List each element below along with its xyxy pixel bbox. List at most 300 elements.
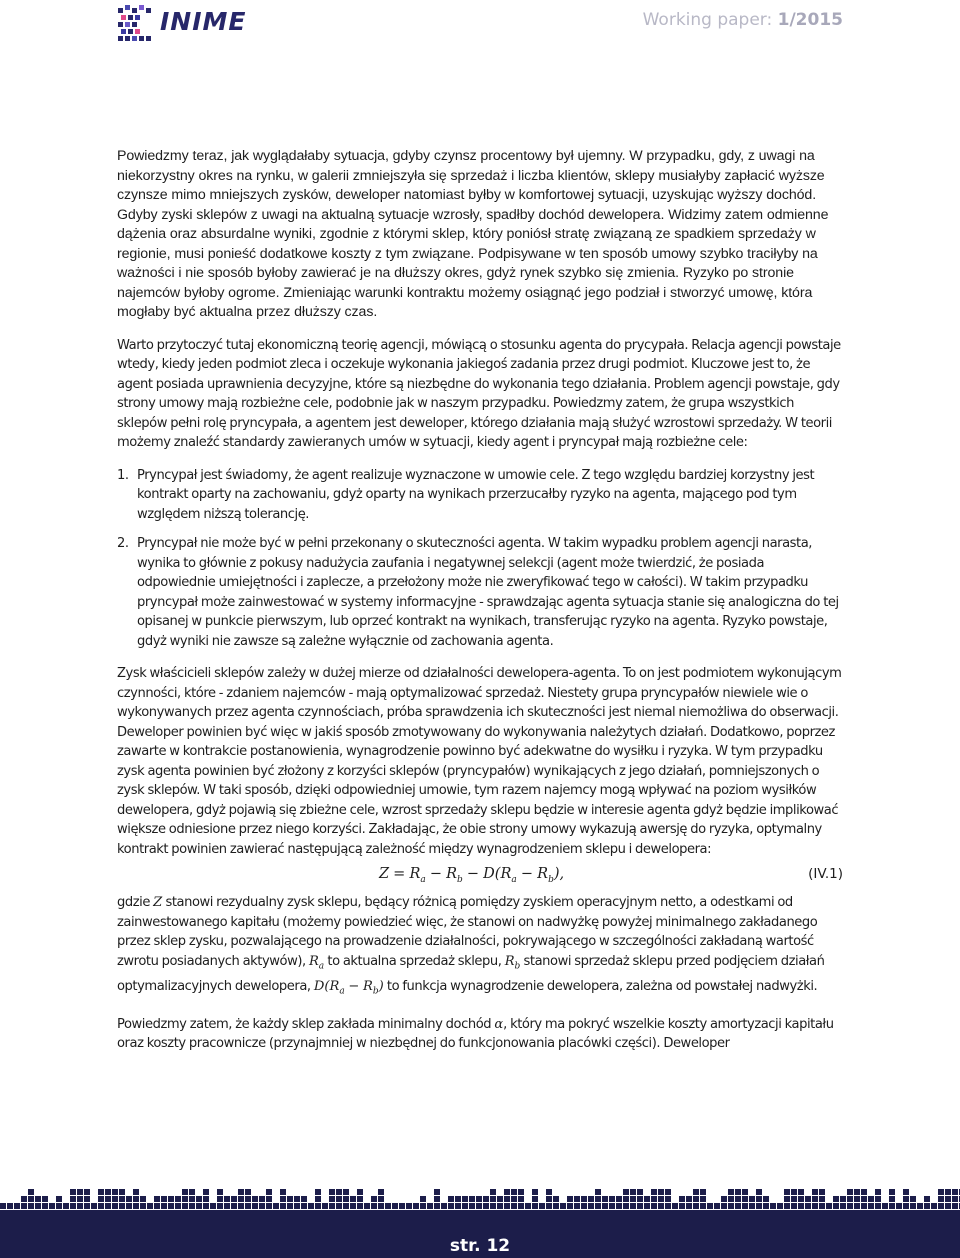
footer-square xyxy=(623,1196,629,1202)
footer-square xyxy=(28,1196,34,1202)
footer-square xyxy=(133,1189,139,1195)
footer-square xyxy=(343,1203,349,1209)
footer-square xyxy=(798,1203,804,1209)
paragraph: Zysk właścicieli sklepów zależy w dużej mierze od działalności dewelopera-agenta. To on jest podmiotem wykonującym czynności, które - zdaniem najemców - mają optymalizować sprzedaż. Niestety grupa pryncypałów niewiele wie o wykonywanych przez agenta czynnościach, próba sprawdzenia ich skuteczności jest niemal niemożliwa do obserwacji. Deweloper powinien być więc w jakiś sposób zmotywowany do wykonywania należytych działań. Dodatkowo, poprzez zawarte w kontrakcie postanowienia, wynagrodzenie powinno być adekwatne do wysiłku i ryzyka. W tym przypadku zysk agenta powinien być złożony z korzyści sklepów (pryncypałów) wynikających z jego działań, pomniejszonych o zysk sklepów. W taki sposób, dzięki odpowiedniej umowie, tym razem najemcy mogą wpływać na poziom wysiłków dewelopera, gdyż pojawią się zbieżne cele, wzrost sprzedaży sklepu będzie w interesie agenta gdyż będzie implikować większe odniesione przez niego korzyści. Zakładając, że obie strony umowy wykazują awersję do ryzyka, optymalny kontrakt powinien zawierać następującą zależność między wynagrodzeniem sklepu i dewelopera: xyxy=(117,666,842,857)
footer-square xyxy=(518,1203,524,1209)
footer-square xyxy=(133,1203,139,1209)
footer-square xyxy=(203,1203,209,1209)
footer-square xyxy=(791,1196,797,1202)
footer-square xyxy=(434,1203,440,1209)
footer-square xyxy=(854,1189,860,1195)
footer-square xyxy=(126,1203,132,1209)
footer-square xyxy=(70,1203,76,1209)
footer-square xyxy=(532,1196,538,1202)
footer-square xyxy=(420,1203,426,1209)
footer-square xyxy=(224,1196,230,1202)
footer-square xyxy=(847,1203,853,1209)
footer-square xyxy=(574,1203,580,1209)
footer-square xyxy=(196,1196,202,1202)
footer-square xyxy=(945,1189,951,1195)
footer-square xyxy=(581,1196,587,1202)
equation xyxy=(117,861,843,891)
footer-square xyxy=(245,1196,251,1202)
footer-square xyxy=(252,1203,258,1209)
footer-square xyxy=(217,1203,223,1209)
footer-square xyxy=(322,1203,328,1209)
footer-square xyxy=(812,1203,818,1209)
footer-square xyxy=(280,1196,286,1202)
footer-square xyxy=(651,1203,657,1209)
footer-square xyxy=(791,1189,797,1195)
footer-square xyxy=(273,1203,279,1209)
paragraph: Warto przytoczyć tutaj ekonomiczną teorię agencji, mówiącą o stosunku agenta do prycypała. Relacja agencji powstaje wtedy, kiedy jeden podmiot zleca i oczekuje wykonania jakiegoś zadania przez drugi podmiot. Kluczowe jest to, że agent posiada uprawnienia decyzyjne, które są niezbędne do wykonania tego działania. Problem agencji powstaje, gdy strony umowy mają rozbieżne cele, podobnie jak w naszym przypadku. Powiedzmy zatem, że grupa wszystkich sklepów pełni rolę pryncypała, a agentem jest deweloper, którego działania mają służyć wzrostowi sprzedaży. W teorii możemy znaleźć standardy zawieranych umów w sytuacji, kiedy agent i pryncypał mają rozbieżne cele: xyxy=(117,337,841,450)
footer-square xyxy=(861,1189,867,1195)
footer-square xyxy=(637,1196,643,1202)
footer-square xyxy=(490,1196,496,1202)
footer-square xyxy=(665,1196,671,1202)
footer-square xyxy=(644,1196,650,1202)
footer-square xyxy=(609,1196,615,1202)
footer-square xyxy=(133,1196,139,1202)
footer-square xyxy=(217,1189,223,1195)
footer-square xyxy=(609,1203,615,1209)
footer-square xyxy=(343,1189,349,1195)
footer-square xyxy=(329,1203,335,1209)
footer-square xyxy=(728,1203,734,1209)
footer-square xyxy=(854,1203,860,1209)
footer-square xyxy=(595,1196,601,1202)
footer-square xyxy=(854,1196,860,1202)
footer-square xyxy=(630,1203,636,1209)
footer-square xyxy=(504,1203,510,1209)
footer-square xyxy=(0,1203,6,1209)
footer-square xyxy=(245,1189,251,1195)
footer-square xyxy=(889,1203,895,1209)
footer-square xyxy=(203,1189,209,1195)
footer-square xyxy=(105,1196,111,1202)
footer-square xyxy=(476,1196,482,1202)
footer-square xyxy=(560,1203,566,1209)
inime-logo-icon xyxy=(116,4,156,42)
footer-square xyxy=(266,1196,272,1202)
footer-square xyxy=(161,1203,167,1209)
footer-square xyxy=(714,1203,720,1209)
footer-square xyxy=(847,1189,853,1195)
footer-square xyxy=(742,1203,748,1209)
footer-square xyxy=(357,1189,363,1195)
footer-square xyxy=(371,1203,377,1209)
paragraph: Powiedzmy teraz, jak wyglądałaby sytuacja, gdyby czynsz procentowy był ujemny. W przypadku, gdy, z uwagi na niekorzystny okres na rynku, w galerii zmniejszyła się sprzedaż i liczba klientów, sklepy musiałyby zapłacić wyższe czynsze mimo mniejszych zysków, deweloper natomiast byłby w komfortowej sytuacji, uzyskując wyższy dochód. Gdyby zyski sklepów z uwagi na aktualną sytuacje wzrosły, spadłby dochód dewelopera. Widzimy zatem odmienne dążenia oraz absurdalne wyniki, zgodnie z którymi sklep, który poniósł stratę związaną ze spadkiem sprzedaży w regionie, musi ponieść dodatkowe koszty z tym związane. Podpisywane w ten sposób umowy szybko traciłyby na ważności i nie sposób byłoby zawierać je na dłuższy okres, gdyż rynek szybko się zmienia. Ryzyko po stronie najemców byłoby ogrome. Zmieniając warunki kontraktu możemy osiągnąć jego podział i stworzyć umowę, która mogłaby być aktualna przez dłuższy czas. xyxy=(117,148,829,320)
footer-square xyxy=(546,1203,552,1209)
footer-square xyxy=(70,1196,76,1202)
footer-square xyxy=(98,1203,104,1209)
footer-square xyxy=(14,1203,20,1209)
footer-square xyxy=(910,1196,916,1202)
footer-square xyxy=(497,1203,503,1209)
footer-square xyxy=(336,1196,342,1202)
footer-pattern xyxy=(0,1189,960,1209)
footer-square xyxy=(707,1203,713,1209)
footer-square xyxy=(735,1196,741,1202)
footer-square xyxy=(784,1189,790,1195)
footer-square xyxy=(672,1203,678,1209)
footer-square xyxy=(553,1203,559,1209)
footer-square xyxy=(301,1203,307,1209)
footer-square xyxy=(903,1196,909,1202)
footer-square xyxy=(616,1196,622,1202)
footer-square xyxy=(238,1196,244,1202)
footer-square xyxy=(84,1189,90,1195)
footer-square xyxy=(805,1203,811,1209)
footer-square xyxy=(420,1196,426,1202)
footer-square xyxy=(700,1203,706,1209)
footer-square xyxy=(378,1196,384,1202)
footer-square xyxy=(315,1203,321,1209)
footer-square xyxy=(168,1196,174,1202)
footer-square xyxy=(651,1196,657,1202)
footer-square xyxy=(917,1203,923,1209)
footer-square xyxy=(105,1189,111,1195)
footer-square xyxy=(224,1203,230,1209)
footer-square xyxy=(896,1203,902,1209)
footer-square xyxy=(112,1203,118,1209)
footer-square xyxy=(602,1196,608,1202)
footer-square xyxy=(518,1189,524,1195)
footer-square xyxy=(889,1189,895,1195)
footer-square xyxy=(532,1203,538,1209)
footer-square xyxy=(217,1196,223,1202)
logo-text: INIME xyxy=(160,7,247,36)
equation-number: (IV.1) xyxy=(808,866,843,882)
footer-square xyxy=(777,1203,783,1209)
footer-square xyxy=(791,1203,797,1209)
footer-square xyxy=(749,1203,755,1209)
footer-square xyxy=(756,1196,762,1202)
footer-square xyxy=(336,1189,342,1195)
footer-square xyxy=(798,1196,804,1202)
footer-square xyxy=(28,1203,34,1209)
footer-square xyxy=(245,1203,251,1209)
footer-square xyxy=(532,1189,538,1195)
footer-square xyxy=(469,1203,475,1209)
footer-square xyxy=(588,1203,594,1209)
footer-square xyxy=(483,1203,489,1209)
footer-square xyxy=(21,1203,27,1209)
footer-square xyxy=(126,1196,132,1202)
footer-square xyxy=(812,1196,818,1202)
working-paper-label: Working paper: 1/2015 xyxy=(642,10,843,30)
list-item-number: 2. xyxy=(117,536,129,551)
footer-square xyxy=(504,1196,510,1202)
footer-square xyxy=(602,1203,608,1209)
footer-square xyxy=(875,1196,881,1202)
footer-square xyxy=(189,1189,195,1195)
footer-square xyxy=(819,1196,825,1202)
footer-square xyxy=(847,1196,853,1202)
page-number: str. 12 xyxy=(449,1236,511,1256)
footer-square xyxy=(700,1196,706,1202)
footer-square xyxy=(518,1196,524,1202)
footer-square xyxy=(378,1189,384,1195)
footer-square xyxy=(399,1203,405,1209)
footer-square xyxy=(567,1196,573,1202)
footer-square xyxy=(21,1196,27,1202)
footer-square xyxy=(406,1203,412,1209)
footer-square xyxy=(931,1203,937,1209)
footer-square xyxy=(280,1203,286,1209)
footer-square xyxy=(434,1189,440,1195)
footer-square xyxy=(686,1196,692,1202)
footer-square xyxy=(483,1196,489,1202)
footer-square xyxy=(728,1196,734,1202)
footer-square xyxy=(637,1203,643,1209)
footer-square xyxy=(630,1189,636,1195)
footer-square xyxy=(882,1203,888,1209)
footer-square xyxy=(497,1196,503,1202)
footer-square xyxy=(315,1196,321,1202)
footer-square xyxy=(595,1189,601,1195)
footer-square xyxy=(623,1203,629,1209)
footer-square xyxy=(840,1196,846,1202)
list-item-text: Pryncypał jest świadomy, że agent realizuje wyznaczone w umowie cele. Z tego względu bardziej korzystny jest kontrakt oparty na zachowaniu, gdyż oparty na wynikach przerzucałby ryzyko na agenta, mającego pod tym względem niższą tolerancję. xyxy=(137,467,815,522)
footer-square xyxy=(525,1203,531,1209)
footer-square xyxy=(763,1196,769,1202)
footer-square xyxy=(154,1203,160,1209)
footer-square xyxy=(455,1203,461,1209)
footer-square xyxy=(805,1196,811,1202)
footer-square xyxy=(63,1203,69,1209)
footer-square xyxy=(840,1203,846,1209)
footer-square xyxy=(546,1196,552,1202)
footer-square xyxy=(763,1203,769,1209)
footer-square xyxy=(119,1196,125,1202)
footer-square xyxy=(868,1203,874,1209)
footer-square xyxy=(252,1196,258,1202)
footer-square xyxy=(98,1189,104,1195)
footer-square xyxy=(441,1203,447,1209)
footer-square xyxy=(77,1189,83,1195)
footer-square xyxy=(455,1196,461,1202)
footer-square xyxy=(945,1203,951,1209)
footer-square xyxy=(469,1196,475,1202)
footer-square xyxy=(504,1189,510,1195)
footer-square xyxy=(182,1203,188,1209)
footer-square xyxy=(266,1189,272,1195)
footer-square xyxy=(350,1203,356,1209)
footer-square xyxy=(784,1196,790,1202)
footer-square xyxy=(371,1196,377,1202)
footer-square xyxy=(357,1196,363,1202)
footer-square xyxy=(49,1203,55,1209)
footer-square xyxy=(553,1196,559,1202)
list-item xyxy=(117,534,843,651)
footer-square xyxy=(294,1196,300,1202)
footer-square xyxy=(119,1203,125,1209)
footer-square xyxy=(721,1203,727,1209)
footer-square xyxy=(427,1203,433,1209)
footer-square xyxy=(511,1196,517,1202)
footer-square xyxy=(721,1196,727,1202)
footer-square xyxy=(812,1189,818,1195)
footer-square xyxy=(630,1196,636,1202)
footer-square xyxy=(581,1203,587,1209)
footer-square xyxy=(112,1189,118,1195)
list-item-number: 1. xyxy=(117,467,129,483)
footer-square xyxy=(182,1189,188,1195)
footer-square xyxy=(742,1196,748,1202)
footer-square xyxy=(392,1203,398,1209)
footer-square xyxy=(511,1203,517,1209)
footer-square xyxy=(196,1203,202,1209)
footer-square xyxy=(448,1203,454,1209)
footer-square xyxy=(280,1189,286,1195)
footer-square xyxy=(343,1196,349,1202)
footer-square xyxy=(875,1189,881,1195)
footer-square xyxy=(679,1203,685,1209)
footer-square xyxy=(539,1203,545,1209)
footer-square xyxy=(98,1196,104,1202)
footer-square xyxy=(357,1203,363,1209)
footer-square xyxy=(868,1196,874,1202)
footer-square xyxy=(238,1189,244,1195)
footer-square xyxy=(35,1203,41,1209)
footer-square xyxy=(301,1196,307,1202)
footer-square xyxy=(147,1203,153,1209)
footer-square xyxy=(658,1196,664,1202)
footer-square xyxy=(784,1203,790,1209)
paragraph: Powiedzmy zatem, że każdy sklep zakłada minimalny dochód α, który ma pokryć wszelkie koszty amortyzacji kapitału oraz koszty pracownicze (przynajmniej w niezbędnej do funkcjonowania placówki części). Deweloper xyxy=(117,1016,834,1052)
footer-square xyxy=(861,1196,867,1202)
footer-square xyxy=(329,1189,335,1195)
footer-square xyxy=(749,1196,755,1202)
footer-square xyxy=(756,1203,762,1209)
footer-square xyxy=(693,1196,699,1202)
footer-square xyxy=(924,1203,930,1209)
footer-square xyxy=(665,1189,671,1195)
footer-square xyxy=(735,1189,741,1195)
footer-square xyxy=(105,1203,111,1209)
footer-square xyxy=(154,1196,160,1202)
footer-square xyxy=(819,1203,825,1209)
footer-square xyxy=(42,1196,48,1202)
footer-square xyxy=(945,1196,951,1202)
footer-square xyxy=(84,1196,90,1202)
footer-square xyxy=(210,1203,216,1209)
list-item xyxy=(117,466,843,525)
footer-square xyxy=(546,1189,552,1195)
footer-square xyxy=(875,1203,881,1209)
footer-square xyxy=(336,1203,342,1209)
footer-square xyxy=(448,1196,454,1202)
footer-square xyxy=(308,1203,314,1209)
footer-square xyxy=(924,1196,930,1202)
footer-square xyxy=(77,1203,83,1209)
footer-square xyxy=(861,1203,867,1209)
footer-square xyxy=(140,1203,146,1209)
footer-square xyxy=(910,1203,916,1209)
footer-square xyxy=(462,1196,468,1202)
footer-square xyxy=(735,1203,741,1209)
footer-square xyxy=(70,1189,76,1195)
footer-square xyxy=(511,1189,517,1195)
footer-square xyxy=(798,1189,804,1195)
footer-square xyxy=(686,1203,692,1209)
footer-square xyxy=(350,1196,356,1202)
footer-square xyxy=(182,1196,188,1202)
footer-square xyxy=(364,1203,370,1209)
footer-square xyxy=(616,1203,622,1209)
page-header xyxy=(0,0,960,50)
footer-square xyxy=(378,1203,384,1209)
footer-square xyxy=(938,1189,944,1195)
footer-square xyxy=(259,1203,265,1209)
footer-square xyxy=(574,1196,580,1202)
footer-square xyxy=(903,1203,909,1209)
footer-square xyxy=(56,1203,62,1209)
footer-square xyxy=(903,1189,909,1195)
footer-square xyxy=(742,1189,748,1195)
footer-square xyxy=(238,1203,244,1209)
footer-square xyxy=(77,1196,83,1202)
footer-square xyxy=(693,1203,699,1209)
footer-square xyxy=(84,1203,90,1209)
footer-square xyxy=(952,1196,958,1202)
footer-square xyxy=(588,1196,594,1202)
footer-square xyxy=(434,1196,440,1202)
footer-square xyxy=(952,1203,958,1209)
footer-square xyxy=(175,1203,181,1209)
footer-square xyxy=(693,1189,699,1195)
footer-square xyxy=(490,1189,496,1195)
footer-square xyxy=(91,1203,97,1209)
paragraph: gdzie Z stanowi rezydualny zysk sklepu, będący różnicą pomiędzy zyskiem operacyjnym netto, a odestkami od zainwestowanego kapitału (możemy powiedzieć więc, że stanowi on nadwyżkę powyżej minimalnego zakładanego przez sklep zysku, pozwalającego na prowadzenie działalności, pokrywającego w szczególności zakładaną wartość zwrotu posiadanych aktywów), $R_a$ to aktualna sprzedaż sklepu, $R_b$ stanowi sprzedaż sklepu przed podjęciem działań optymalizacyjnych dewelopera, $D(R_a - R_b)$ to funkcja wynagrodzenie dewelopera, zależna od powstałej nadwyżki. xyxy=(117,895,825,997)
footer-square xyxy=(175,1196,181,1202)
footer-square xyxy=(833,1203,839,1209)
footer-square xyxy=(658,1203,664,1209)
footer-square xyxy=(700,1189,706,1195)
footer-square xyxy=(658,1189,664,1195)
footer-square xyxy=(889,1196,895,1202)
footer-square xyxy=(294,1203,300,1209)
footer-square xyxy=(462,1203,468,1209)
footer-square xyxy=(266,1203,272,1209)
footer-square xyxy=(203,1196,209,1202)
footer-square xyxy=(7,1203,13,1209)
page-content xyxy=(117,147,843,1067)
footer-square xyxy=(833,1196,839,1202)
footer-square xyxy=(287,1203,293,1209)
footer-square xyxy=(329,1196,335,1202)
equation-formula: $Z = R_a - R_b - D(R_a - R_b)$, xyxy=(379,866,565,885)
footer-square xyxy=(231,1196,237,1202)
footer-square xyxy=(28,1189,34,1195)
footer-square xyxy=(728,1189,734,1195)
footer-square xyxy=(259,1196,265,1202)
footer-square xyxy=(476,1203,482,1209)
footer-square xyxy=(413,1203,419,1209)
footer-square xyxy=(952,1189,958,1195)
footer-square xyxy=(35,1196,41,1202)
footer-square xyxy=(161,1196,167,1202)
footer-square xyxy=(112,1196,118,1202)
footer-square xyxy=(770,1203,776,1209)
footer-square xyxy=(287,1196,293,1202)
footer-square xyxy=(189,1203,195,1209)
footer-square xyxy=(385,1203,391,1209)
footer-square xyxy=(938,1203,944,1209)
footer-square xyxy=(140,1196,146,1202)
footer-square xyxy=(42,1203,48,1209)
